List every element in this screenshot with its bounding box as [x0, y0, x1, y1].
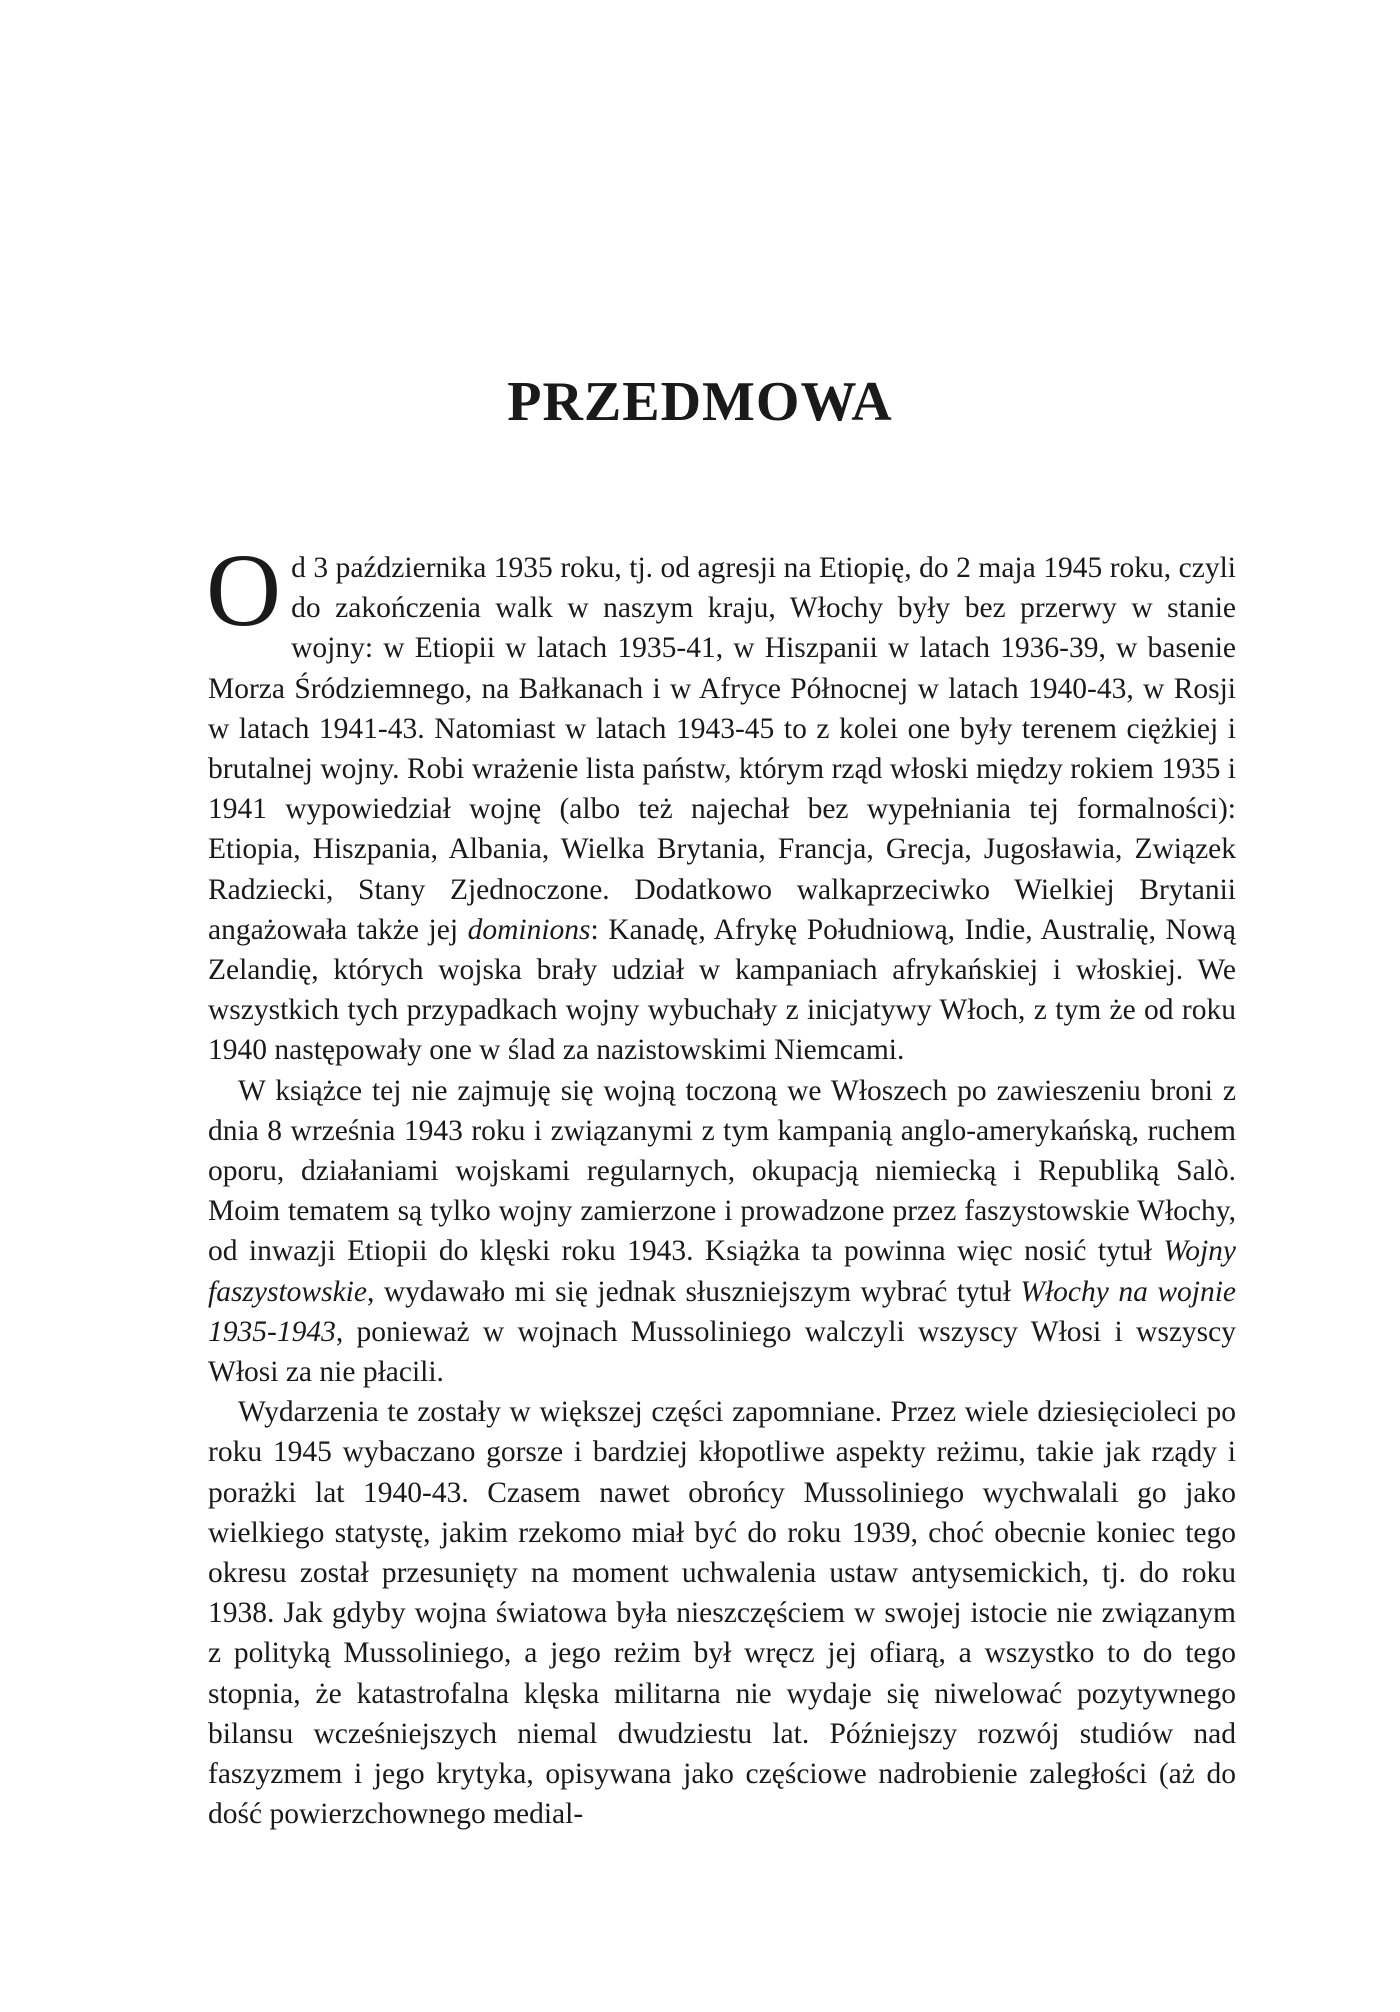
paragraph-1: [206, 533, 1237, 1071]
paragraph-3-text: Wydarzenia te zostały w większej części zapomniane. Przez wiele dziesięcioleci po roku 1945 wybaczano gorsze i bardziej kłopotliwe aspekty reżimu, takie jak rządy i porażki lat 1940-43. Czasem nawet obrońcy Mussoliniego wychwalali go jako wielkiego statystę, jakim rzekomo miał być do roku 1939, choć obecnie koniec tego okresu został przesunięty na moment uchwalenia ustaw antysemickich, tj. do roku 1938. Jak gdyby wojna światowa była nieszczęściem w swojej istocie nie związanym z polityką Mussoliniego, a jego reżim był wręcz jej ofiarą, a wszystko to do tego stopnia, że katastrofalna klęska militarna nie wydaje się niwelować pozytywnego bilansu wcześniejszych niemal dwudziestu lat. Późniejszy rozwój studiów nad faszyzmem i jego krytyka, opisywana jako częściowe nadrobienie zaległości (aż do dość powierzchownego medial-: [208, 1396, 1236, 1831]
paragraph-3: [208, 1392, 1236, 1834]
paragraph-1-italic: dominions: [467, 913, 591, 946]
paragraph-2-italic-a: Wojny faszystowskie: [208, 1235, 1236, 1308]
body-text: [206, 533, 1237, 1835]
paragraph-2-text-a: W książce tej nie zajmuję się wojną toczoną we Włoszech po zawieszeniu broni z dnia 8 września 1943 roku i związanymi z tym kampanią anglo-amerykańską, ruchem oporu, działaniami wojskami regularnych, okupacją niemiecką i Republiką Salò. Moim tematem są tylko wojny zamierzone i prowadzone przez faszystowskie Włochy, od inwazji Etiopii do klęski roku 1943. Książka ta powinna więc nosić tytuł: [208, 1074, 1236, 1268]
paragraph-2-text-b: , wydawało mi się jednak słuszniejszym wybrać tytuł: [366, 1275, 1021, 1308]
drop-cap: O: [206, 533, 282, 648]
chapter-title: PRZEDMOWA: [507, 371, 893, 433]
paragraph-2-text-c: , ponieważ w wojnach Mussoliniego walczyli wszyscy Włosi i wszyscy Włosi za nie płacili.: [208, 1315, 1236, 1389]
paragraph-1-text-a: d 3 października 1935 roku, tj. od agresji na Etiopię, do 2 maja 1945 roku, czyli do zakończenia walk w naszym kraju, Włochy były bez przerwy w stanie wojny: w Etiopii w latach 1935-41, w Hiszpanii w latach 1936-39, w basenie Morza Śródziemnego, na Bałkanach i w Afryce Północnej w latach 1940-43, w Rosji w latach 1941-43. Natomiast w latach 1943-45 to z kolei one były terenem ciężkiej i brutalnej wojny. Robi wrażenie lista państw, którym rząd włoski między rokiem 1935 i 1941 wypowiedział wojnę (albo też najechał bez wypełniania tej formalności): Etiopia, Hiszpania, Albania, Wielka Brytania, Francja, Grecja, Jugosławia, Związek Radziecki, Stany Zjednoczone. Dodatkowo walkaprzeciwko Wielkiej Brytanii angażowała także jej: [208, 552, 1236, 946]
paragraph-1-text-b: : Kanadę, Afrykę Południową, Indie, Australię, Nową Zelandię, których wojska brały udział w kampaniach afrykańskiej i włoskiej. We wszystkich tych przypadkach wojny wybuchały z inicjatywy Włoch, z tym że od roku 1940 następowały one w ślad za nazistowskimi Niemcami.: [208, 913, 1237, 1067]
paragraph-2-italic-b: Włochy na wojnie 1935-1943: [208, 1275, 1236, 1348]
paragraph-2: [208, 1071, 1236, 1393]
